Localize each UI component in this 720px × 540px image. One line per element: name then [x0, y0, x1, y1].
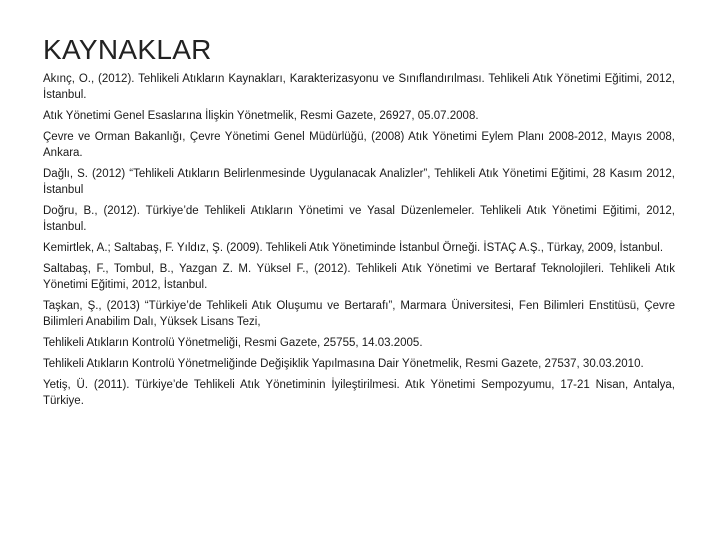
reference-item: Dağlı, S. (2012) “Tehlikeli Atıkların Belirlenmesinde Uygulanacak Analizler”, Tehlikeli Atık Yönetimi Eğitimi, 28 Kasım 2012, İstanbul [43, 168, 675, 196]
page-title: KAYNAKLAR [43, 34, 212, 65]
reference-item: Çevre ve Orman Bakanlığı, Çevre Yönetimi Genel Müdürlüğü, (2008) Atık Yönetimi Eylem Planı 2008-2012, Mayıs 2008, Ankara. [43, 131, 675, 159]
reference-item: Kemirtlek, A.; Saltabaş, F. Yıldız, Ş. (2009). Tehlikeli Atık Yönetiminde İstanbul Örneği. İSTAÇ A.Ş., Türkay, 2009, İstanbul. [43, 242, 664, 254]
reference-item: Tehlikeli Atıkların Kontrolü Yönetmeliği, Resmi Gazete, 25755, 14.03.2005. [43, 337, 423, 349]
reference-item: Yetiş, Ü. (2011). Türkiye’de Tehlikeli Atık Yönetiminin İyileştirilmesi. Atık Yönetimi Sempozyumu, 17-21 Nisan, Antalya, Türkiye. [43, 379, 675, 407]
reference-list [43, 71, 675, 414]
reference-item: Akınç, O., (2012). Tehlikeli Atıkların Kaynakları, Karakterizasyonu ve Sınıflandırılması. Tehlikeli Atık Yönetimi Eğitimi, 2012, İstanbul. [43, 73, 675, 101]
reference-item: Tehlikeli Atıkların Kontrolü Yönetmeliğinde Değişiklik Yapılmasına Dair Yönetmelik, Resmi Gazete, 27537, 30.03.2010. [43, 358, 644, 370]
reference-item: Atık Yönetimi Genel Esaslarına İlişkin Yönetmelik, Resmi Gazete, 26927, 05.07.2008. [43, 110, 479, 122]
reference-item: Saltabaş, F., Tombul, B., Yazgan Z. M. Yüksel F., (2012). Tehlikeli Atık Yönetimi ve Bertaraf Teknolojileri. Tehlikeli Atık Yönetimi Eğitimi, 2012, İstanbul. [43, 263, 675, 291]
reference-item: Taşkan, Ş., (2013) “Türkiye’de Tehlikeli Atık Oluşumu ve Bertarafı”, Marmara Üniversitesi, Fen Bilimleri Enstitüsü, Çevre Bilimleri Anabilim Dalı, Yüksek Lisans Tezi, [43, 300, 675, 328]
reference-item: Doğru, B., (2012). Türkiye’de Tehlikeli Atıkların Yönetimi ve Yasal Düzenlemeler. Tehlikeli Atık Yönetimi Eğitimi, 2012, İstanbul. [43, 205, 675, 233]
